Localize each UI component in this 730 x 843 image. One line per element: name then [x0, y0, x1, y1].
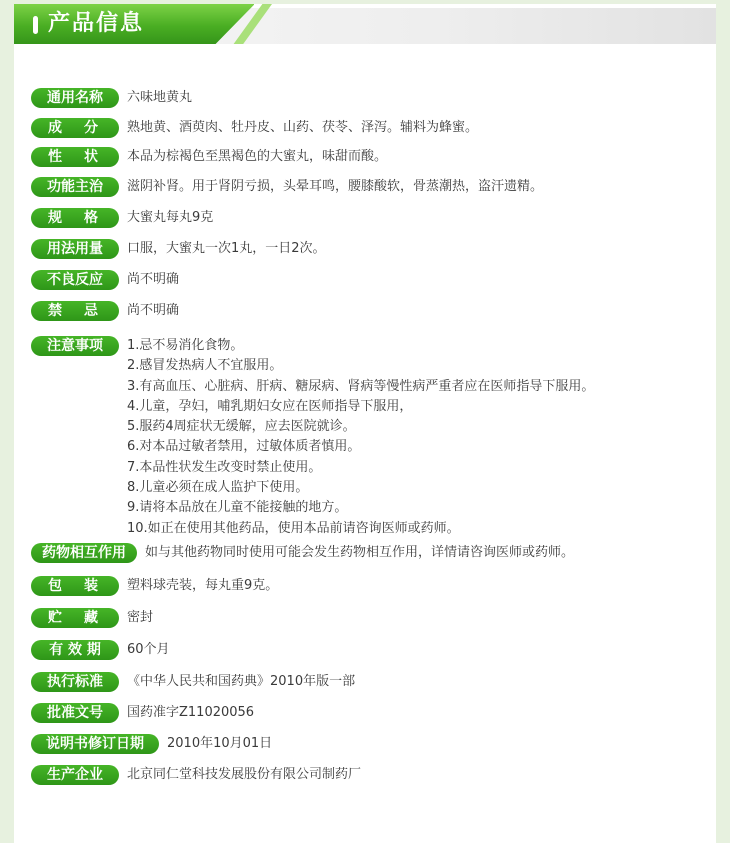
field-value: 北京同仁堂科技发展股份有限公司制药厂 — [127, 767, 362, 782]
list-item: 2.感冒发热病人不宜服用。 — [127, 358, 283, 374]
label-badge: 用法用量 — [31, 239, 119, 259]
row-contraindications — [31, 301, 179, 321]
field-value: 口服，大蜜丸一次1丸，一日2次。 — [127, 241, 326, 256]
label-badge: 功能主治 — [31, 177, 119, 197]
list-item: 6.对本品过敏者禁用，过敏体质者慎用。 — [127, 439, 361, 455]
list-item: 5.服药4周症状无缓解，应去医院就诊。 — [127, 419, 356, 435]
field-value: 本品为棕褐色至黑褐色的大蜜丸，味甜而酸。 — [127, 149, 388, 164]
label-badge: 说明书修订日期 — [31, 734, 159, 754]
field-value: 2010年10月01日 — [167, 736, 273, 751]
label-badge: 注意事项 — [31, 336, 119, 356]
field-value: 60个月 — [127, 642, 170, 657]
section-header — [14, 4, 716, 44]
row-manufacturer — [31, 765, 361, 785]
field-value: 大蜜丸每丸9克 — [127, 210, 214, 225]
label-badge: 批准文号 — [31, 703, 119, 723]
field-value: 《中华人民共和国药典》2010年版一部 — [127, 674, 356, 689]
row-ingredients — [31, 118, 478, 138]
page-title: 产品信息 — [48, 11, 145, 36]
label-badge: 执行标准 — [31, 672, 119, 692]
row-interactions — [31, 543, 574, 563]
label-badge: 成 分 — [31, 118, 119, 138]
row-packaging — [31, 576, 278, 596]
list-item: 8.儿童必须在成人监护下使用。 — [127, 480, 309, 496]
field-value: 尚不明确 — [127, 272, 180, 287]
header-pill-icon — [33, 16, 38, 34]
field-value: 六味地黄丸 — [127, 90, 193, 105]
label-badge: 不良反应 — [31, 270, 119, 290]
list-item: 3.有高血压、心脏病、肝病、糖尿病、肾病等慢性病严重者应在医师指导下服用。 — [127, 378, 595, 394]
row-precautions — [31, 336, 594, 539]
field-value: 尚不明确 — [127, 303, 180, 318]
row-storage — [31, 608, 153, 628]
row-revision-date — [31, 734, 272, 754]
row-adverse-reactions — [31, 270, 179, 290]
row-generic-name — [31, 88, 192, 108]
label-badge: 通用名称 — [31, 88, 119, 108]
field-value: 塑料球壳装，每丸重9克。 — [127, 578, 279, 593]
row-indications — [31, 177, 543, 197]
label-badge: 规 格 — [31, 208, 119, 228]
label-badge: 性 状 — [31, 147, 119, 167]
row-approval-number — [31, 703, 254, 723]
field-value: 国药准字Z11020056 — [127, 705, 255, 720]
label-badge: 生产企业 — [31, 765, 119, 785]
list-item: 4.儿童，孕妇，哺乳期妇女应在医师指导下服用， — [127, 398, 413, 414]
label-badge: 贮 藏 — [31, 608, 119, 628]
field-value: 如与其他药物同时使用可能会发生药物相互作用，详情请咨询医师或药师。 — [145, 545, 575, 560]
label-badge: 禁 忌 — [31, 301, 119, 321]
list-item: 9.请将本品放在儿童不能接触的地方。 — [127, 500, 348, 516]
label-badge: 有 效 期 — [31, 640, 119, 660]
label-badge: 药物相互作用 — [31, 543, 137, 563]
field-value: 熟地黄、酒萸肉、牡丹皮、山药、茯苓、泽泻。辅料为蜂蜜。 — [127, 120, 479, 135]
field-value: 密封 — [127, 610, 154, 625]
row-appearance — [31, 147, 387, 167]
list-item: 10.如正在使用其他药品，使用本品前请咨询医师或药师。 — [127, 520, 460, 536]
field-value: 滋阴补肾。用于肾阴亏损，头晕耳鸣，腰膝酸软，骨蒸潮热，盗汗遗精。 — [127, 179, 544, 194]
row-standard — [31, 672, 355, 692]
row-specification — [31, 208, 213, 228]
list-item: 7.本品性状发生改变时禁止使用。 — [127, 459, 322, 475]
row-shelf-life — [31, 640, 170, 660]
list-item: 1.忌不易消化食物。 — [127, 338, 244, 353]
row-dosage — [31, 239, 326, 259]
precautions-list — [127, 336, 594, 539]
label-badge: 包 装 — [31, 576, 119, 596]
